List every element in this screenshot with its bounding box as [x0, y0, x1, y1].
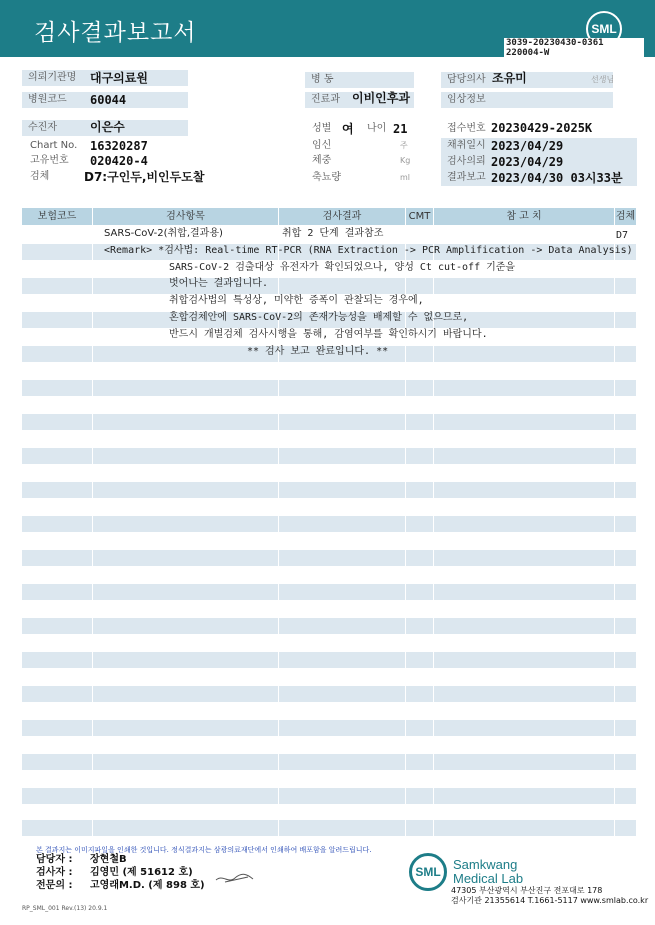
- footer-logo: SML: [409, 853, 447, 891]
- specialist-value: 고영래M.D. (제 898 호): [90, 880, 205, 891]
- result-value: 취합 2 단계 결과참조: [282, 228, 384, 239]
- institution-value: 대구의료원: [90, 71, 148, 85]
- ward-field-bg: [349, 72, 414, 88]
- remark-line: 혼합검체안에 SARS-CoV-2의 존재가능성을 배제할 수 없으므로,: [169, 312, 469, 323]
- row-stripe: [22, 618, 636, 634]
- row-stripe: [22, 448, 636, 464]
- hospital-code-label: 병원코드: [22, 92, 84, 108]
- signature-image: [213, 866, 263, 888]
- doctor-sign: 선생님: [591, 75, 615, 84]
- row-stripe: [22, 788, 636, 804]
- institution-label: 의뢰기관명: [22, 70, 84, 86]
- col-reference: 참 고 치: [434, 208, 614, 225]
- report-complete-note: ** 검사 보고 완료입니다. **: [247, 346, 389, 357]
- row-stripe: [22, 584, 636, 600]
- sex-value: 여: [342, 122, 354, 136]
- col-cmt: CMT: [406, 208, 433, 225]
- tester-label: 검사자 :: [36, 867, 73, 878]
- doctor-label: 담당의사: [441, 72, 489, 88]
- sml-logo: SML: [586, 11, 622, 47]
- age-value: 21: [393, 122, 408, 136]
- column-divider: [92, 208, 93, 838]
- row-stripe: [22, 754, 636, 770]
- unique-label: 고유번호: [30, 155, 69, 166]
- remark-line: 반드시 개별검체 검사시행을 통해, 감염여부를 확인하시기 바랍니다.: [169, 329, 488, 340]
- weight-label: 체중: [312, 155, 332, 166]
- specimen-label: 검체: [30, 171, 50, 182]
- dept-label: 진료과: [305, 92, 349, 108]
- col-result: 검사결과: [279, 208, 405, 225]
- urine-unit: ml: [400, 173, 411, 182]
- request-value: 2023/04/29: [491, 155, 564, 169]
- row-stripe: [22, 516, 636, 532]
- brand-name: Samkwang Medical Lab: [453, 857, 524, 886]
- column-divider: [433, 208, 434, 838]
- row-stripe: [22, 720, 636, 736]
- person-label: 담당자 :: [36, 854, 73, 865]
- patient-label: 수진자: [22, 120, 84, 136]
- remark-line: 벗어나는 결과입니다.: [169, 278, 268, 289]
- age-label: 나이: [367, 123, 387, 134]
- address-line: 47305 부산광역시 부산진구 전포대로 178: [451, 886, 603, 895]
- specimen-value: D7:구인두,비인두도찰: [84, 170, 205, 184]
- unique-value: 020420-4: [90, 154, 148, 168]
- hospital-code-value: 60044: [90, 93, 127, 107]
- test-item-value: SARS-CoV-2(취합,결과용): [104, 228, 223, 239]
- request-label: 검사의뢰: [447, 156, 486, 167]
- col-test-item: 검사항목: [93, 208, 278, 225]
- dept-value: 이비인후과: [352, 91, 410, 105]
- clinical-label: 임상정보: [441, 92, 489, 108]
- specialist-label: 전문의 :: [36, 880, 73, 891]
- row-stripe: [22, 278, 636, 294]
- person-value: 장현철B: [90, 854, 127, 865]
- weight-unit: Kg: [400, 156, 411, 165]
- receipt-value: 20230429-2025K: [491, 121, 593, 135]
- revision-code: RP_SML_001 Rev.(13) 20.9.1: [22, 905, 108, 912]
- remark-line: SARS-CoV-2 검출대상 유전자가 확인되었으나, 양성 Ct cut-off 기준을: [169, 262, 516, 273]
- sex-label: 성별: [312, 123, 332, 134]
- patient-value: 이은수: [90, 120, 125, 134]
- col-insurance-code: 보험코드: [22, 208, 92, 225]
- report-title: 검사결과보고서: [34, 20, 197, 46]
- collect-value: 2023/04/29: [491, 139, 564, 153]
- pregnancy-unit: 주: [400, 141, 408, 150]
- tester-value: 김영민 (제 51612 호): [90, 867, 193, 878]
- row-stripe: [22, 380, 636, 396]
- specimen-code-value: D7: [616, 230, 629, 241]
- clinical-field-bg: [489, 92, 613, 108]
- urine-label: 축뇨량: [312, 172, 341, 183]
- chart-label: Chart No.: [30, 140, 78, 151]
- receipt-label: 접수번호: [447, 123, 486, 134]
- doctor-value: 조유미: [492, 71, 527, 85]
- collect-label: 채취일시: [447, 140, 486, 151]
- pregnancy-label: 임신: [312, 140, 332, 151]
- remark-method: <Remark> *검사법: Real-time RT-PCR (RNA Extraction -> PCR Amplification -> Data Analysis): [104, 245, 633, 256]
- row-stripe: [22, 820, 636, 836]
- column-divider: [614, 208, 615, 838]
- report-value: 2023/04/30 03시33분: [491, 171, 623, 185]
- row-stripe: [22, 482, 636, 498]
- remark-line: 취합검사법의 특성상, 미약한 증폭이 관찰되는 경우에,: [169, 295, 424, 306]
- ward-label: 병 동: [305, 72, 349, 88]
- report-label: 결과보고: [447, 172, 486, 183]
- contact-line: 검사기관 21355614 T.1661-5117 www.smlab.co.kr: [451, 896, 649, 905]
- footer-notice: 본 결과지는 이미지파일을 인쇄한 것입니다. 정식결과지는 삼광의료재단에서 인쇄하여 배포함을 알려드립니다.: [36, 846, 372, 854]
- row-stripe: [22, 414, 636, 430]
- chart-value: 16320287: [90, 139, 148, 153]
- row-stripe: [22, 652, 636, 668]
- row-stripe: [22, 686, 636, 702]
- document-number: 3039-20230430-0361 220004-W: [504, 38, 644, 60]
- row-stripe: [22, 550, 636, 566]
- col-specimen: 검체: [615, 208, 636, 225]
